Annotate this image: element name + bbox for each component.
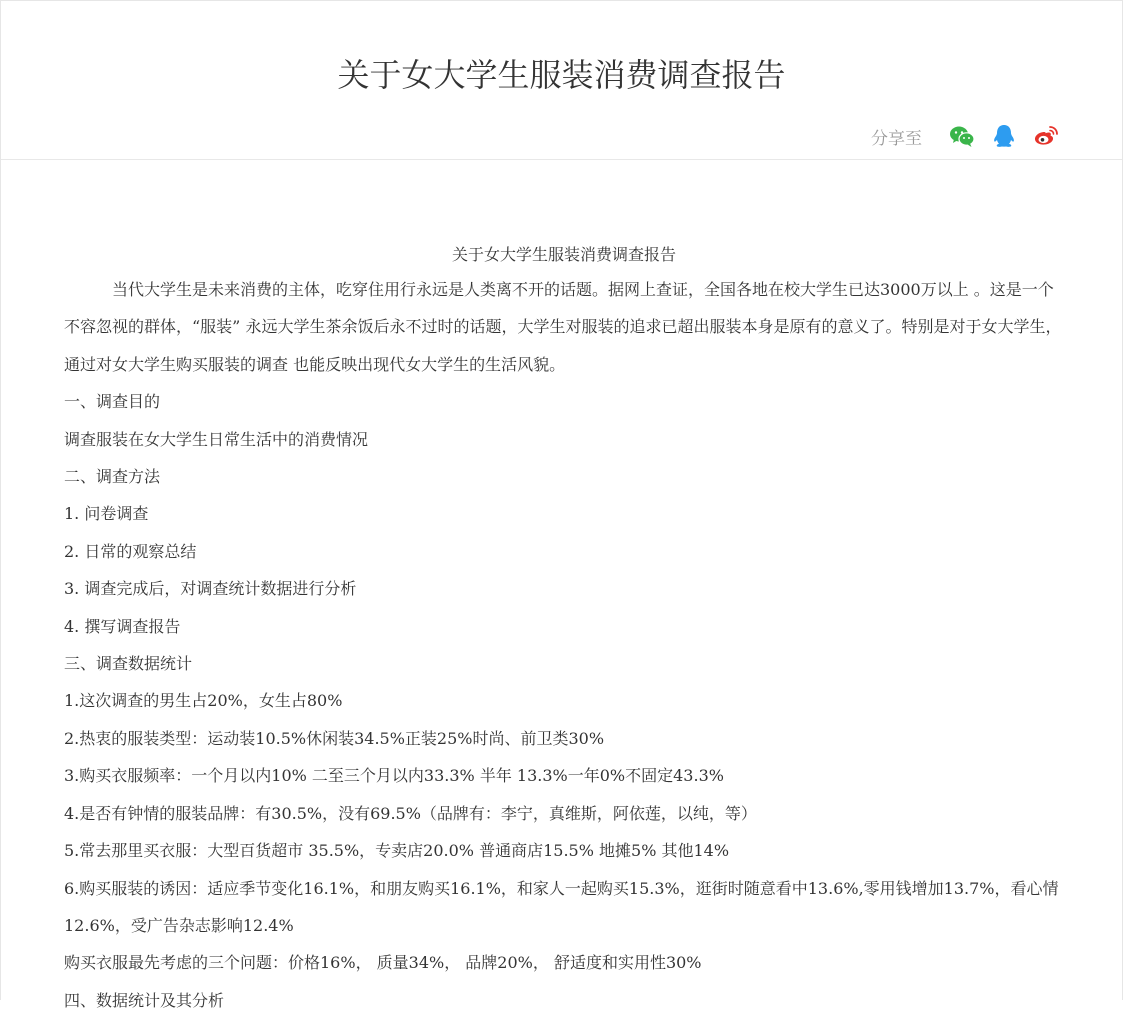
article-line: 调查服装在女大学生日常生活中的消费情况 <box>64 429 369 449</box>
share-bar <box>871 121 1060 151</box>
article-line: 2.热衷的服装类型：运动装10.5%休闲装34.5%正装25%时尚、前卫类30% <box>64 728 605 748</box>
article-line: 四、数据统计及其分析 <box>64 990 225 1010</box>
article-body <box>64 239 1064 1019</box>
article-line: 1.这次调查的男生占20%，女生占80% <box>64 691 343 711</box>
article-line: 1. 问卷调查 <box>64 504 149 524</box>
article-header <box>1 1 1122 160</box>
share-label: 分享至 <box>871 128 922 149</box>
article-line: 二、调查方法 <box>64 467 161 487</box>
document-title: 关于女大学生服装消费调查报告 <box>451 245 676 264</box>
weibo-icon[interactable] <box>1032 122 1060 150</box>
article-line: 3.购买衣服频率：一个月以内10% 二至三个月以内33.3% 半年 13.3%一年0%不固定43.3% <box>64 766 724 786</box>
wechat-icon[interactable] <box>948 122 976 150</box>
article-line: 4.是否有钟情的服装品牌：有30.5%，没有69.5%（品牌有：李宁，真维斯，阿依莲，以纯，等） <box>64 803 757 823</box>
article-line: 购买衣服最先考虑的三个问题：价格16%， 质量34%， 品牌20%， 舒适度和实用性30% <box>64 953 702 973</box>
page-title: 关于女大学生服装消费调查报告 <box>337 56 786 94</box>
article-line: 2. 日常的观察总结 <box>64 541 197 561</box>
article-line: 3. 调查完成后，对调查统计数据进行分析 <box>64 579 357 599</box>
article-line: 一、调查目的 <box>64 392 161 412</box>
article-line: 4. 撰写调查报告 <box>64 616 181 636</box>
article-line: 5.常去那里买衣服：大型百货超市 35.5%，专卖店20.0% 普通商店15.5% 地摊5% 其他14% <box>64 841 730 861</box>
article-line: 三、调查数据统计 <box>64 654 193 674</box>
article-line: 6.购买服装的诱因：适应季节变化16.1%，和朋友购买16.1%，和家人一起购买15.3%，逛街时随意看中13.6%,零用钱增加13.7%，看心情12.6%，受广告杂志影响12.4% <box>64 878 1059 935</box>
intro-paragraph: 当代大学生是未来消费的主体，吃穿住用行永远是人类离不开的话题。据网上查证，全国各地在校大学生已达3000万以上 。这是一个不容忽视的群体，“服装” 永远大学生茶余饭后永不过时的话题，大学生对服装的追求已超出服装本身是原有的意义了。特别是对于女大学生，通过对女大学生购买服装的调查 也能反映出现代女大学生的生活风貌。 <box>64 280 1062 374</box>
qq-icon[interactable] <box>990 122 1018 150</box>
